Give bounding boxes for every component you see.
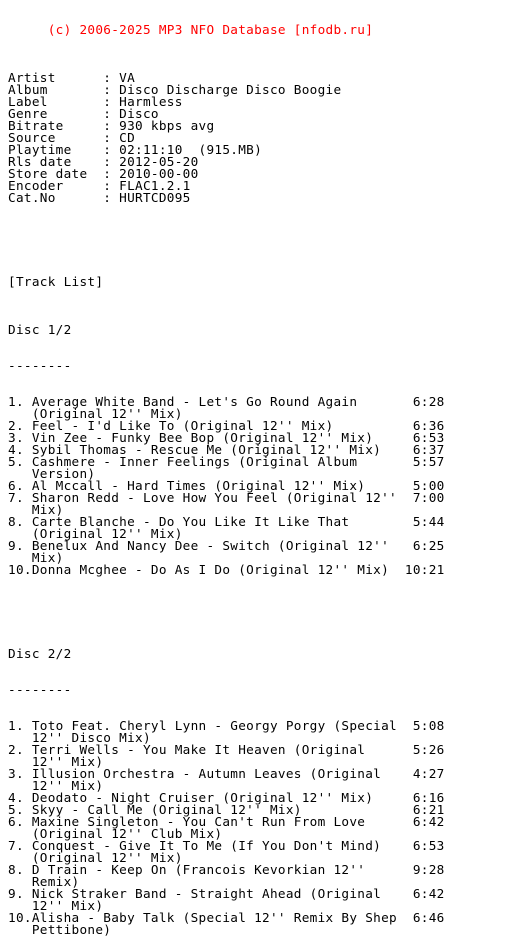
- track-line: 12'' Mix): [8, 778, 104, 793]
- meta-key: Cat.No: [8, 190, 104, 205]
- meta-key: Album: [8, 82, 104, 97]
- nfodb-header: (c) 2006-2025 MP3 NFO Database [nfodb.ru]: [8, 22, 374, 37]
- track-line: 9. Nick Straker Band - Straight Ahead (Original 6:42: [8, 886, 445, 901]
- track-line: Pettibone): [8, 922, 112, 937]
- disc-1-title: Disc 1/2: [8, 322, 72, 337]
- meta-key: Artist: [8, 70, 104, 85]
- track-line: 5. Skyy - Call Me (Original 12'' Mix) 6:21: [8, 802, 445, 817]
- track-line: 4. Sybil Thomas - Rescue Me (Original 12'' Mix) 6:37: [8, 442, 445, 457]
- track-line: 9. Benelux And Nancy Dee - Switch (Original 12'' 6:25: [8, 538, 445, 553]
- disc-1-rule: --------: [8, 358, 72, 373]
- track-line: 12'' Disco Mix): [8, 730, 151, 745]
- blank-line: [8, 612, 528, 624]
- meta-separator: :: [103, 70, 120, 85]
- track-line: Remix): [8, 874, 80, 889]
- meta-row: [8, 192, 528, 204]
- meta-value: FLAC1.2.1: [119, 178, 191, 193]
- meta-separator: :: [103, 82, 120, 97]
- meta-separator: :: [103, 106, 120, 121]
- meta-value: 02:11:10 (915.MB): [119, 142, 263, 157]
- blank-line: [8, 240, 528, 252]
- track-line: 4. Deodato - Night Cruiser (Original 12'' Mix) 6:16: [8, 790, 445, 805]
- track-line: 7. Conquest - Give It To Me (If You Don't Mind) 6:53: [8, 838, 445, 853]
- track-line: Mix): [8, 550, 64, 565]
- meta-separator: :: [103, 142, 120, 157]
- meta-key: Encoder: [8, 178, 104, 193]
- track-line: 8. D Train - Keep On (Francois Kevorkian 12'' 9:28: [8, 862, 445, 877]
- meta-key: Playtime: [8, 142, 104, 157]
- meta-value: 2010-00-00: [119, 166, 199, 181]
- meta-key: Bitrate: [8, 118, 104, 133]
- track-line: 1. Toto Feat. Cheryl Lynn - Georgy Porgy (Special 5:08: [8, 718, 445, 733]
- disc-1-tracks: [8, 396, 528, 576]
- track-line: 8. Carte Blanche - Do You Like It Like That 5:44: [8, 514, 445, 529]
- meta-separator: :: [103, 130, 120, 145]
- track-line: 10.Alisha - Baby Talk (Special 12'' Remix By Shep 6:46: [8, 910, 445, 925]
- release-info: [8, 72, 528, 204]
- track-line: (Original 12'' Club Mix): [8, 826, 223, 841]
- track-line: 12'' Mix): [8, 754, 104, 769]
- meta-value: HURTCD095: [119, 190, 191, 205]
- meta-value: Disco Discharge Disco Boogie: [119, 82, 342, 97]
- meta-value: 930 kbps avg: [119, 118, 215, 133]
- meta-separator: :: [103, 118, 120, 133]
- track-line: 1. Average White Band - Let's Go Round Again 6:28: [8, 394, 445, 409]
- disc-2-title: Disc 2/2: [8, 646, 72, 661]
- track-line: 12'' Mix): [8, 898, 104, 913]
- meta-key: Genre: [8, 106, 104, 121]
- meta-separator: :: [103, 190, 120, 205]
- meta-key: Rls date: [8, 154, 104, 169]
- track-line: 10.Donna Mcghee - Do As I Do (Original 12'' Mix) 10:21: [8, 562, 445, 577]
- track-line: (Original 12'' Mix): [8, 406, 183, 421]
- meta-value: 2012-05-20: [119, 154, 199, 169]
- track-line: 5. Cashmere - Inner Feelings (Original Album 5:57: [8, 454, 445, 469]
- meta-value: CD: [119, 130, 136, 145]
- meta-value: Disco: [119, 106, 159, 121]
- meta-key: Store date: [8, 166, 104, 181]
- tracklist-title: [Track List]: [8, 274, 104, 289]
- track-line: (Original 12'' Mix): [8, 526, 183, 541]
- track-line: 7. Sharon Redd - Love How You Feel (Original 12'' 7:00: [8, 490, 445, 505]
- track-line: 6. Maxine Singleton - You Can't Run From Love 6:42: [8, 814, 445, 829]
- track-line: Mix): [8, 502, 64, 517]
- meta-separator: :: [103, 94, 120, 109]
- meta-value: Harmless: [119, 94, 183, 109]
- track-line: Version): [8, 466, 96, 481]
- track-line: 3. Illusion Orchestra - Autumn Leaves (Original 4:27: [8, 766, 445, 781]
- meta-separator: :: [103, 154, 120, 169]
- track-line: 2. Terri Wells - You Make It Heaven (Original 5:26: [8, 742, 445, 757]
- track-line: (Original 12'' Mix): [8, 850, 183, 865]
- meta-value: VA: [119, 70, 136, 85]
- meta-key: Source: [8, 130, 104, 145]
- meta-key: Label: [8, 94, 104, 109]
- track-line: 6. Al Mccall - Hard Times (Original 12'' Mix) 5:00: [8, 478, 445, 493]
- meta-separator: :: [103, 178, 120, 193]
- track-line: 2. Feel - I'd Like To (Original 12'' Mix) 6:36: [8, 418, 445, 433]
- disc-2-tracks: [8, 720, 528, 936]
- disc-2-rule: --------: [8, 682, 72, 697]
- meta-separator: :: [103, 166, 120, 181]
- track-line: 3. Vin Zee - Funky Bee Bop (Original 12'' Mix) 6:53: [8, 430, 445, 445]
